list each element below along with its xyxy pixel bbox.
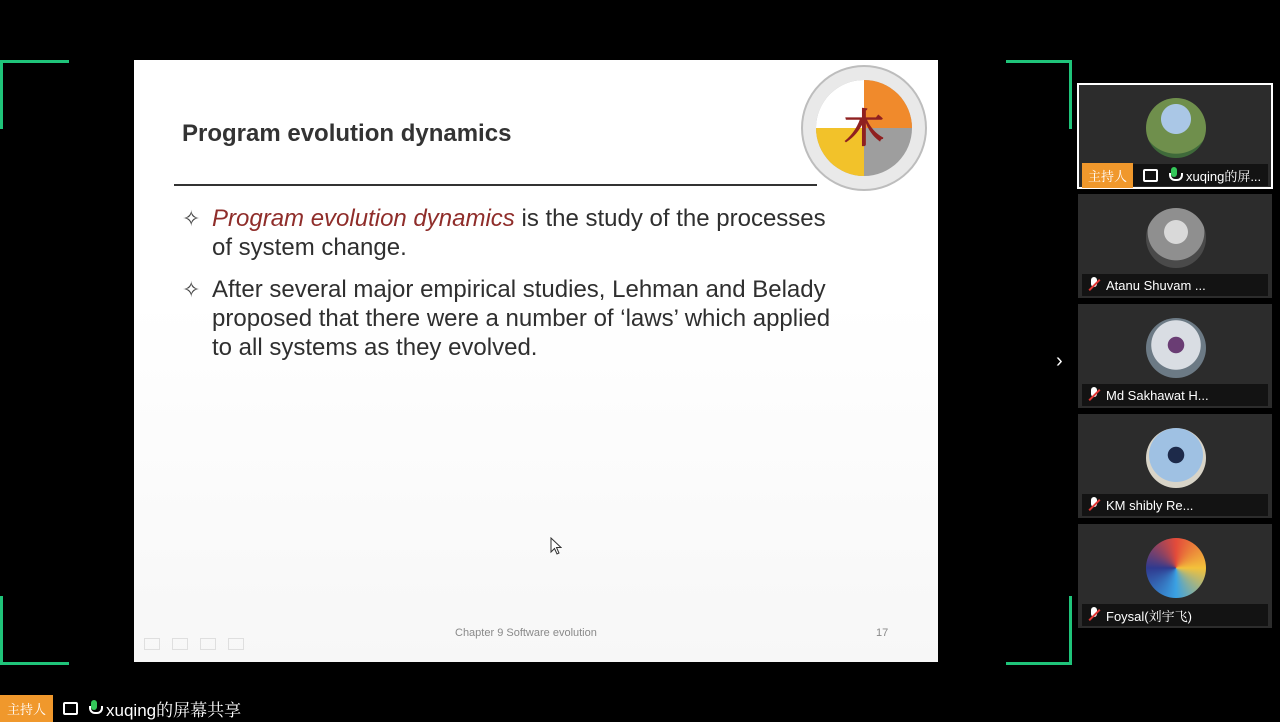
bullet-1 — [182, 204, 832, 262]
mic-muted-icon — [1086, 607, 1102, 623]
bullet-1-body: is the study of the processes of system change. — [212, 205, 826, 261]
expand-panel-chevron-icon[interactable]: › — [1056, 350, 1063, 372]
participant-namebar — [1082, 274, 1268, 296]
screen-share-icon — [1143, 169, 1158, 182]
prev-slide-icon[interactable] — [144, 638, 160, 650]
slides-menu-icon[interactable] — [200, 638, 216, 650]
frame-corner-bottom-left — [0, 596, 69, 665]
bullet-1-text — [212, 204, 832, 262]
university-logo — [800, 64, 928, 192]
participant-tile[interactable] — [1078, 524, 1272, 628]
participant-name: KM shibly Re... — [1106, 497, 1194, 513]
mic-muted-icon — [1086, 277, 1102, 293]
shared-slide — [134, 60, 938, 662]
mic-on-icon — [86, 700, 102, 716]
avatar — [1146, 208, 1206, 268]
participant-name: Md Sakhawat H... — [1106, 387, 1209, 403]
participant-namebar — [1082, 494, 1268, 516]
avatar — [1146, 538, 1206, 598]
participant-name: xuqing的屏... — [1186, 168, 1262, 184]
frame-corner-top-left — [0, 60, 69, 129]
participant-namebar — [1082, 604, 1268, 626]
participant-namebar — [1082, 164, 1268, 186]
frame-corner-top-right — [1006, 60, 1072, 129]
host-badge: 主持人 — [1082, 163, 1133, 188]
bullet-mark-icon: ✧ — [182, 277, 201, 302]
slide-footer-chapter: Chapter 9 Software evolution — [455, 627, 597, 639]
bullet-mark-icon: ✧ — [182, 206, 201, 231]
host-badge: 主持人 — [0, 695, 53, 722]
svg-text:木: 木 — [844, 105, 884, 152]
title-rule — [174, 184, 817, 186]
mouse-cursor-icon — [550, 537, 562, 555]
participant-tile[interactable] — [1078, 84, 1272, 188]
mic-muted-icon — [1086, 387, 1102, 403]
participant-name: Atanu Shuvam ... — [1106, 277, 1206, 293]
slide-page-number: 17 — [876, 627, 889, 639]
bullet-1-emphasis: Program evolution dynamics — [212, 205, 515, 232]
bullet-2-body: After several major empirical studies, Lehman and Belady proposed that there were a number of ‘laws’ which applied to all systems as they evolved. — [212, 276, 831, 361]
participant-tile[interactable] — [1078, 414, 1272, 518]
participant-panel — [1078, 84, 1274, 634]
share-label: xuqing的屏幕共享 — [106, 700, 242, 720]
next-slide-icon[interactable] — [228, 638, 244, 650]
participant-tile[interactable] — [1078, 194, 1272, 298]
participant-namebar — [1082, 384, 1268, 406]
slide-toolbar[interactable] — [144, 638, 244, 650]
participant-tile[interactable] — [1078, 304, 1272, 408]
participant-name: Foysal(刘宇飞) — [1106, 608, 1192, 624]
mic-muted-icon — [1086, 497, 1102, 513]
frame-corner-bottom-right — [1006, 596, 1072, 665]
avatar — [1146, 428, 1206, 488]
bullet-2 — [182, 275, 832, 362]
avatar — [1146, 98, 1206, 158]
slide-title: Program evolution dynamics — [182, 120, 512, 147]
screen-share-icon — [63, 702, 78, 715]
avatar — [1146, 318, 1206, 378]
share-status-bar — [0, 696, 241, 720]
pen-icon[interactable] — [172, 638, 188, 650]
mic-on-icon — [1166, 167, 1182, 183]
